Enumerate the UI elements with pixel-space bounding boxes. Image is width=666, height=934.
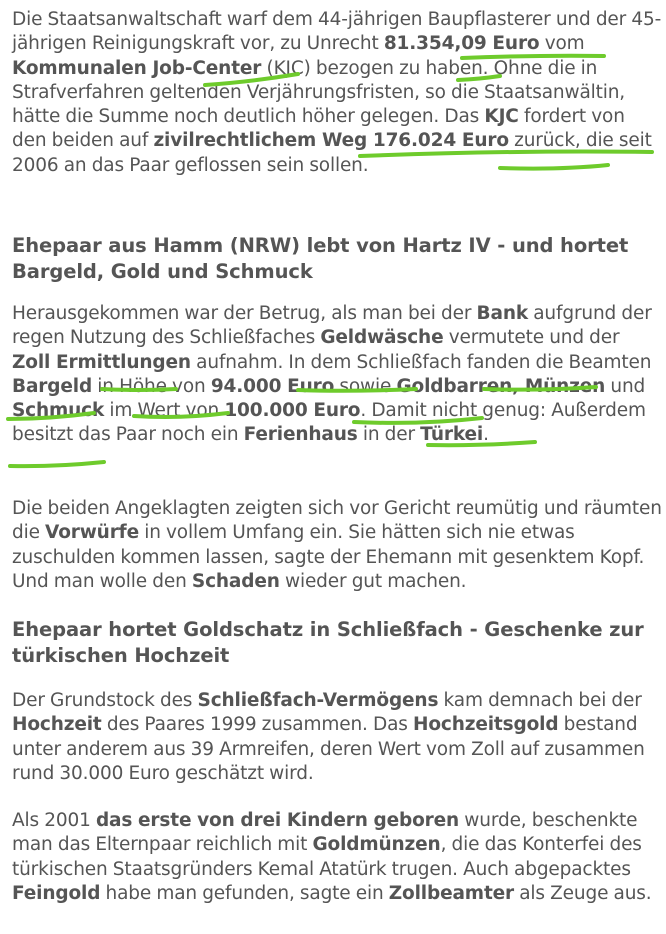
text: fordert von den beiden auf (12, 106, 625, 152)
text: in der (357, 424, 421, 446)
bold-tuerkei: Türkei (420, 424, 484, 446)
text: vom (539, 33, 585, 55)
text: kam demnach bei der (438, 690, 642, 711)
text: vermutete und der (443, 327, 620, 349)
text: (KJC) bezogen zu haben. Ohne die in Strafverfahren geltenden Verjährungsfristen, so die Staatsanwältin, hätte die Summe noch deutlich höher gelegen. Das (12, 57, 626, 128)
bold-goldbarren-muenzen: Goldbarren, Münzen (396, 375, 606, 397)
paragraph-3 (12, 497, 662, 594)
bold-ferienhaus: Ferienhaus (243, 424, 358, 446)
text: Als 2001 (12, 810, 96, 831)
text: als Zeuge aus. (514, 882, 652, 904)
bold-amount-81354: 81.354,09 Euro (383, 33, 540, 55)
text: sowie (334, 375, 397, 397)
text: des Paares 1999 zusammen. Das (101, 714, 413, 736)
text: aufnahm. In dem Schließfach fanden die Beamten (190, 351, 652, 373)
bold-feingold: Feingold (12, 882, 101, 904)
bold-vorwuerfe: Vorwürfe (45, 522, 139, 544)
bold-schliessfach-vermoegen: Schließfach-Vermögens (197, 690, 439, 711)
text: in vollem Umfang ein. Sie hätten sich nie etwas zuschulden kommen lassen, sagte der Ehemann mit gesenktem Kopf. Und man wolle den (12, 522, 645, 592)
bold-kommunalen-job-center: Kommunalen Job-Center (12, 57, 262, 79)
bold-zivilrechtlich: zivilrechtlichem Weg 176.024 Euro (153, 130, 509, 152)
paragraph-4 (12, 689, 662, 786)
bold-bargeld: Bargeld (12, 375, 93, 397)
text: zurück, die seit 2006 an das Paar geflossen sein sollen. (12, 130, 652, 176)
text: Die beiden Angeklagten zeigten sich vor Gericht reumütig und räumten die (12, 498, 662, 544)
underline-mark (10, 462, 104, 466)
heading-2: Ehepaar hortet Goldschatz in Schließfach - Geschenke zur türkischen Hochzeit (12, 618, 644, 667)
bold-bank: Bank (476, 303, 528, 324)
paragraph-1 (12, 8, 662, 178)
text: Die Staatsanwaltschaft warf dem 44-jährigen Baupflasterer und der 45-jährigen Reinigungskraft vor, zu Unrecht (12, 9, 662, 55)
text: . Damit nicht genug: Außerdem besitzt das Paar noch ein (12, 400, 646, 446)
text: bestand unter anderem aus 39 Armreifen, deren Wert vom Zoll auf zusammen rund 30.000 Euro geschätzt wird. (12, 714, 645, 784)
bold-schaden: Schaden (191, 570, 280, 592)
bold-schmuck: Schmuck (12, 400, 105, 422)
text: wurde, beschenkte man das Elternpaar reichlich mit (12, 810, 638, 856)
text: Herausgekommen war der Betrug, als man bei der (12, 303, 477, 324)
bold-zollbeamter: Zollbeamter (388, 882, 515, 904)
bold-hochzeitsgold: Hochzeitsgold (413, 714, 559, 736)
text: . (483, 424, 489, 446)
paragraph-2 (12, 302, 662, 448)
bold-hochzeit: Hochzeit (12, 714, 102, 736)
heading-1: Ehepaar aus Hamm (NRW) lebt von Hartz IV - und hortet Bargeld, Gold und Schmuck (12, 234, 629, 283)
text: wieder gut machen. (279, 570, 467, 592)
bold-zoll-ermittlungen: Zoll Ermittlungen (12, 351, 191, 373)
text: im Wert von (104, 400, 225, 422)
bold-goldmuenzen: Goldmünzen (312, 834, 441, 856)
bold-geldwaesche: Geldwäsche (320, 327, 444, 349)
bold-amount-100000: 100.000 Euro (224, 400, 361, 422)
text: in Höhe von (92, 375, 211, 397)
bold-amount-94000: 94.000 Euro (210, 375, 335, 397)
text: aufgrund der regen Nutzung des Schließfaches (12, 303, 652, 349)
text: Der Grundstock des (12, 690, 198, 711)
text: und (605, 375, 646, 397)
text: , die das Konterfei des türkischen Staatsgründers Kemal Atatürk trugen. Auch abgepacktes (12, 834, 642, 880)
bold-erste-kind: das erste von drei Kindern geboren (95, 810, 460, 831)
text: habe man gefunden, sagte ein (100, 882, 389, 904)
bold-kjc: KJC (484, 106, 519, 128)
paragraph-5 (12, 809, 662, 906)
